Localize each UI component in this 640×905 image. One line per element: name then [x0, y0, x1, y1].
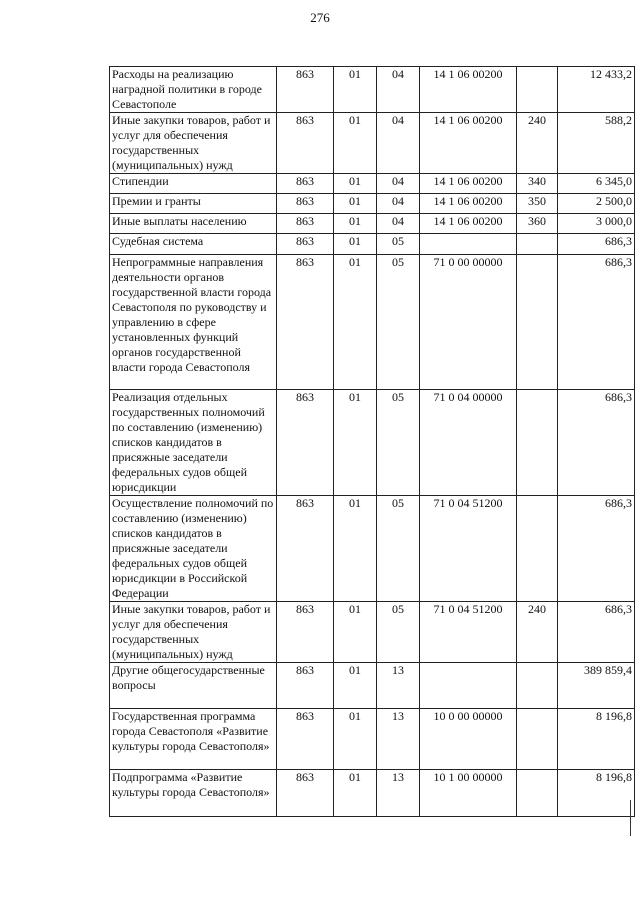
- table-row: [110, 602, 635, 663]
- table-row: [110, 113, 635, 174]
- row-rz: 01: [334, 234, 377, 255]
- row-csr: 14 1 06 00200: [420, 67, 517, 113]
- row-pr: 05: [377, 234, 420, 255]
- row-ved: 863: [277, 255, 334, 390]
- row-vr: [517, 255, 558, 390]
- row-name: Иные закупки товаров, работ и услуг для обеспечения государственных (муниципальных) нужд: [110, 113, 277, 174]
- row-pr: 04: [377, 174, 420, 194]
- row-vr: 240: [517, 602, 558, 663]
- row-csr: 14 1 06 00200: [420, 214, 517, 234]
- row-csr: [420, 234, 517, 255]
- row-rz: 01: [334, 214, 377, 234]
- row-rz: 01: [334, 602, 377, 663]
- row-sum: 588,2: [558, 113, 635, 174]
- row-sum: 12 433,2: [558, 67, 635, 113]
- row-sum: 6 345,0: [558, 174, 635, 194]
- row-sum: 2 500,0: [558, 194, 635, 214]
- row-ved: 863: [277, 770, 334, 817]
- row-pr: 04: [377, 194, 420, 214]
- row-ved: 863: [277, 113, 334, 174]
- table-row: [110, 67, 635, 113]
- table-row: [110, 770, 635, 817]
- row-ved: 863: [277, 663, 334, 709]
- row-ved: 863: [277, 602, 334, 663]
- table-row: [110, 214, 635, 234]
- row-csr: 14 1 06 00200: [420, 174, 517, 194]
- row-name: Осуществление полномочий по составлению (изменению) списков кандидатов в присяжные заседатели федеральных судов общей юрисдикции в Российской Федерации: [110, 496, 277, 602]
- row-pr: 05: [377, 255, 420, 390]
- row-vr: [517, 496, 558, 602]
- row-rz: 01: [334, 67, 377, 113]
- row-vr: [517, 770, 558, 817]
- row-sum: 686,3: [558, 390, 635, 496]
- row-pr: 04: [377, 67, 420, 113]
- row-rz: 01: [334, 194, 377, 214]
- row-csr: 71 0 04 51200: [420, 496, 517, 602]
- row-name: Расходы на реализацию наградной политики в городе Севастополе: [110, 67, 277, 113]
- row-sum: 3 000,0: [558, 214, 635, 234]
- row-rz: 01: [334, 174, 377, 194]
- table-row: [110, 663, 635, 709]
- table-row: [110, 174, 635, 194]
- row-sum: 686,3: [558, 496, 635, 602]
- row-csr: 71 0 04 51200: [420, 602, 517, 663]
- budget-table-body: [110, 67, 635, 817]
- table-row: [110, 255, 635, 390]
- table-row: [110, 496, 635, 602]
- row-name: Государственная программа города Севастополя «Развитие культуры города Севастополя»: [110, 709, 277, 770]
- row-pr: 05: [377, 602, 420, 663]
- row-csr: 71 0 04 00000: [420, 390, 517, 496]
- row-sum: 8 196,8: [558, 770, 635, 817]
- row-vr: 360: [517, 214, 558, 234]
- table-row: [110, 709, 635, 770]
- table-row: [110, 390, 635, 496]
- row-name: Реализация отдельных государственных полномочий по составлению (изменению) списков кандидатов в присяжные заседатели федеральных судов общей юрисдикции: [110, 390, 277, 496]
- row-pr: 05: [377, 390, 420, 496]
- page-number: 276: [310, 10, 330, 25]
- row-ved: 863: [277, 234, 334, 255]
- row-ved: 863: [277, 709, 334, 770]
- row-name: Другие общегосударственные вопросы: [110, 663, 277, 709]
- row-rz: 01: [334, 113, 377, 174]
- row-csr: 10 1 00 00000: [420, 770, 517, 817]
- row-vr: [517, 67, 558, 113]
- row-vr: 240: [517, 113, 558, 174]
- row-name: Непрограммные направления деятельности органов государственной власти города Севастополя по руководству и управлению в сфере установленных функций органов государственной власти города Севастополя: [110, 255, 277, 390]
- row-pr: 05: [377, 496, 420, 602]
- row-rz: 01: [334, 390, 377, 496]
- row-vr: 340: [517, 174, 558, 194]
- row-ved: 863: [277, 390, 334, 496]
- row-sum: 8 196,8: [558, 709, 635, 770]
- row-rz: 01: [334, 709, 377, 770]
- row-name: Иные выплаты населению: [110, 214, 277, 234]
- row-pr: 13: [377, 663, 420, 709]
- row-csr: 14 1 06 00200: [420, 113, 517, 174]
- row-name: Подпрограмма «Развитие культуры города Севастополя»: [110, 770, 277, 817]
- table-row: [110, 234, 635, 255]
- row-vr: [517, 663, 558, 709]
- row-pr: 04: [377, 214, 420, 234]
- row-vr: 350: [517, 194, 558, 214]
- row-rz: 01: [334, 770, 377, 817]
- row-ved: 863: [277, 174, 334, 194]
- scan-edge-mark: [630, 800, 631, 836]
- row-ved: 863: [277, 67, 334, 113]
- row-csr: 14 1 06 00200: [420, 194, 517, 214]
- row-pr: 13: [377, 709, 420, 770]
- row-vr: [517, 234, 558, 255]
- row-name: Премии и гранты: [110, 194, 277, 214]
- row-sum: 686,3: [558, 234, 635, 255]
- row-rz: 01: [334, 663, 377, 709]
- table-row: [110, 194, 635, 214]
- row-rz: 01: [334, 255, 377, 390]
- row-ved: 863: [277, 194, 334, 214]
- row-pr: 13: [377, 770, 420, 817]
- row-rz: 01: [334, 496, 377, 602]
- row-name: Стипендии: [110, 174, 277, 194]
- row-name: Иные закупки товаров, работ и услуг для обеспечения государственных (муниципальных) нужд: [110, 602, 277, 663]
- row-ved: 863: [277, 214, 334, 234]
- row-vr: [517, 390, 558, 496]
- row-sum: 686,3: [558, 255, 635, 390]
- row-vr: [517, 709, 558, 770]
- row-sum: 686,3: [558, 602, 635, 663]
- row-csr: [420, 663, 517, 709]
- row-csr: 10 0 00 00000: [420, 709, 517, 770]
- row-csr: 71 0 00 00000: [420, 255, 517, 390]
- row-sum: 389 859,4: [558, 663, 635, 709]
- row-name: Судебная система: [110, 234, 277, 255]
- row-ved: 863: [277, 496, 334, 602]
- budget-table: [109, 66, 635, 817]
- row-pr: 04: [377, 113, 420, 174]
